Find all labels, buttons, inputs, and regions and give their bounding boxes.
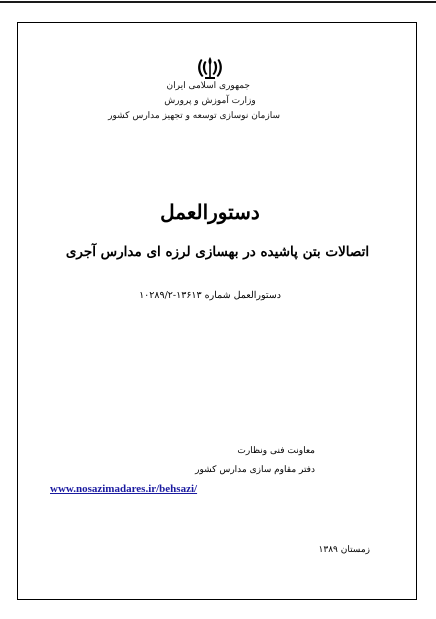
header-organization: سازمان نوسازی توسعه و تجهیز مدارس کشور bbox=[108, 111, 280, 121]
publication-date: زمستان ۱۳۸۹ bbox=[318, 545, 370, 555]
document-title: دستورالعمل bbox=[160, 200, 260, 224]
top-rule bbox=[0, 1, 436, 3]
page-frame bbox=[17, 22, 417, 600]
website-link[interactable]: www.nosazimadares.ir/behsazi/ bbox=[50, 483, 198, 495]
header-country: جمهوری اسلامی ایران bbox=[166, 81, 250, 91]
footer-office: دفتر مقاوم سازی مدارس کشور bbox=[195, 465, 315, 475]
footer-deputy: معاونت فنی ونظارت bbox=[237, 446, 315, 456]
document-subtitle: اتصالات بتن پاشیده در بهسازی لرزه ای مدارس آجری bbox=[65, 244, 370, 260]
document-number: دستورالعمل شماره ۱۳۶۱۳-۱۰۲۸۹/۲ bbox=[139, 290, 281, 301]
header-ministry: وزارت آموزش و پرورش bbox=[164, 96, 256, 106]
iran-emblem-icon bbox=[196, 56, 224, 80]
